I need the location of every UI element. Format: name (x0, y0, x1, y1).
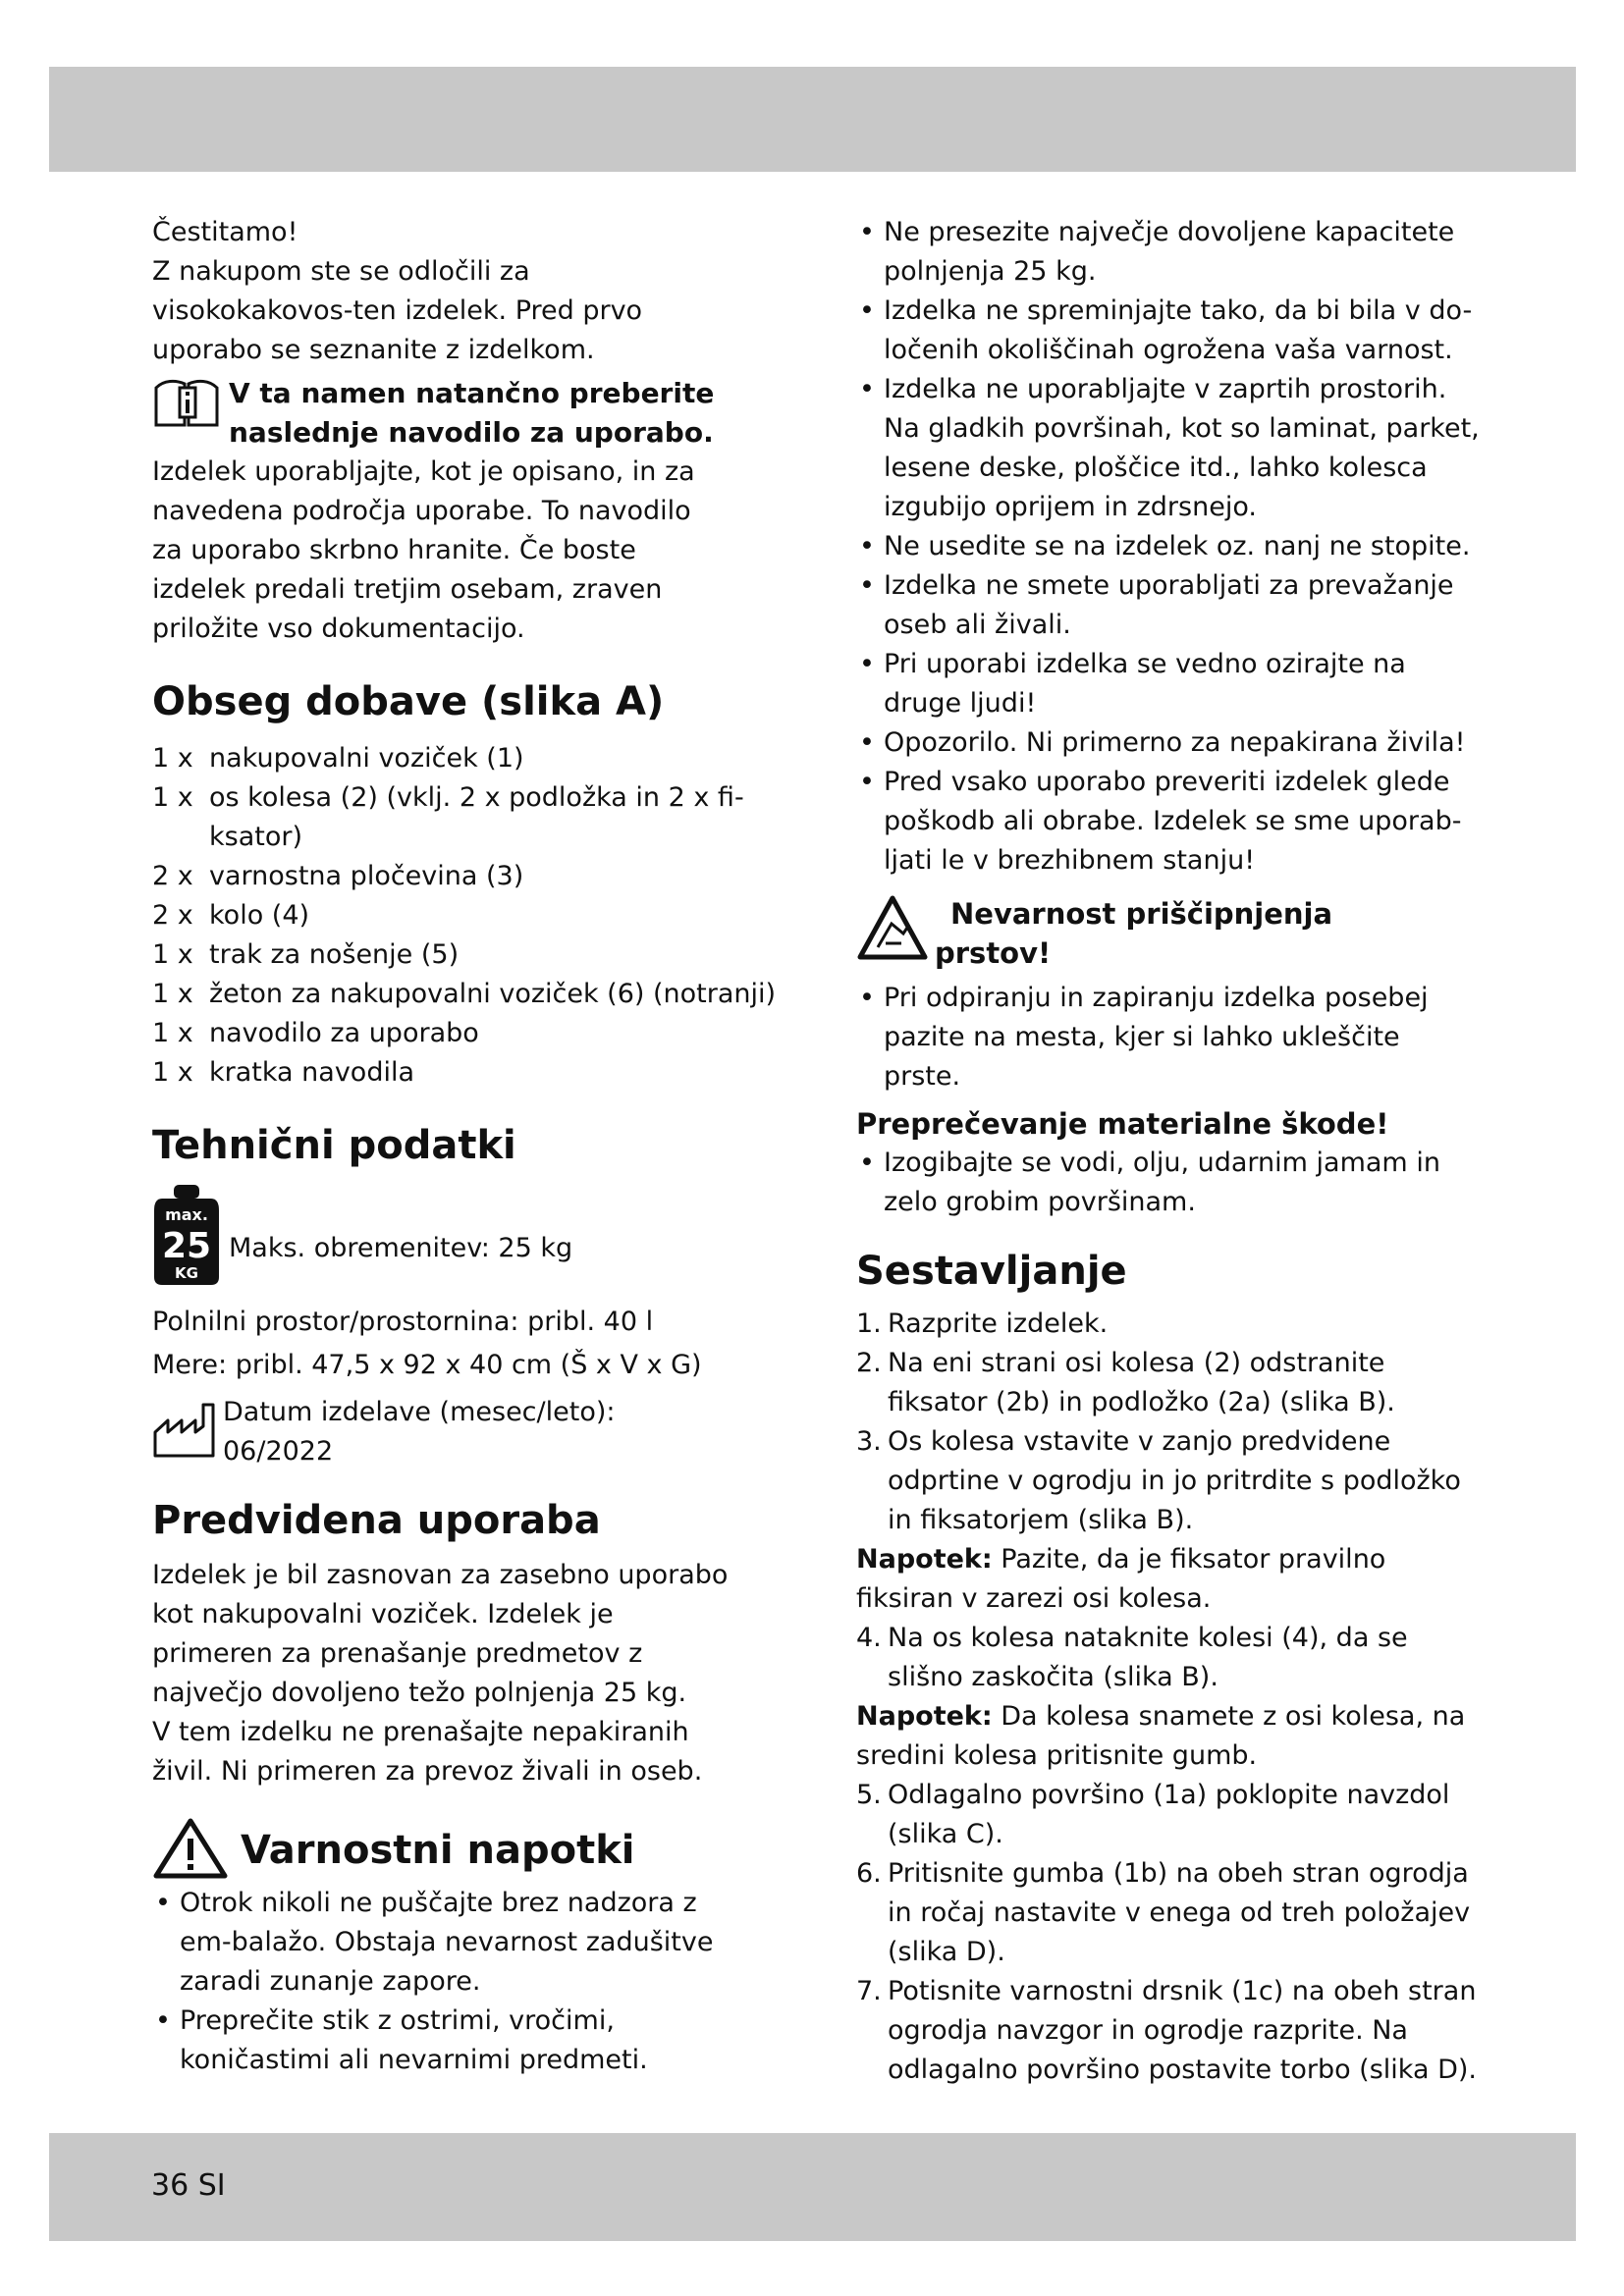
intro-paragraph-2: Izdelek uporabljajte, kot je opisano, in za navedena področja uporabe. To navodilo za uporabo skrbno hranite. Če boste izdelek predali tretjim osebam, zraven priložite vso dokumentacijo. (152, 456, 695, 644)
scope-item (152, 896, 781, 935)
safety-bullet: • Otrok nikoli ne puščajte brez nadzora z em-balažo. Obstaja nevarnost zadušitve zaradi zunanje zapore. (152, 1884, 751, 2002)
step-number: 4. (856, 1623, 882, 1653)
safety-bullet: • Pri uporabi izdelka se vedno ozirajte na druge ljudi! (856, 645, 1485, 723)
scope-text: žeton za nakupovalni voziček (6) (notranji) (209, 979, 777, 1009)
scope-qty: 2 x (152, 900, 193, 931)
safety-bullet: • Izdelka ne smete uporabljati za prevažanje oseb ali živali. (856, 566, 1485, 645)
max-load-row (152, 1183, 781, 1291)
safety-bullet: • Izdelka ne uporabljajte v zaprtih prostorih. Na gladkih površinah, kot so laminat, parket, lesene deske, ploščice itd., lahko kolesca izgubijo oprijem in zdrsnejo. (856, 370, 1485, 527)
safety-bullet: • Ne usedite se na izdelek oz. nanj ne stopite. (856, 527, 1485, 566)
scope-item (152, 778, 781, 857)
factory-date-icon (152, 1401, 223, 1464)
manufacture-date: 06/2022 (223, 1436, 334, 1467)
scope-qty: 2 x (152, 861, 193, 891)
safety-continued-list (856, 213, 1485, 881)
step-number: 2. (856, 1348, 882, 1378)
scope-text: trak za nošenje (5) (209, 939, 460, 970)
manufacture-text (223, 1393, 615, 1471)
info-note (152, 374, 781, 453)
intended-title: Predvidena uporaba (152, 1498, 601, 1543)
scope-item (152, 1053, 781, 1093)
damage-list (856, 1144, 1485, 1222)
manufacture-label: Datum izdelave (mesec/leto): (223, 1397, 616, 1427)
note-2-label: Napotek: (856, 1701, 993, 1732)
header-bar (49, 67, 1576, 172)
left-column (152, 213, 781, 2080)
assembly-steps-2 (856, 1619, 1485, 1697)
assembly-step (856, 1854, 1485, 1972)
scope-text: kratka navodila (209, 1057, 414, 1088)
tech-title: Tehnični podatki (152, 1123, 516, 1168)
assembly-steps-1 (856, 1305, 1485, 1540)
scope-qty: 1 x (152, 979, 193, 1009)
scope-list (152, 739, 781, 1093)
scope-qty: 1 x (152, 1018, 193, 1048)
assembly-step (856, 1344, 1485, 1422)
pinch-bullet: • Pri odpiranju in zapiranju izdelka posebej pazite na mesta, kjer si lahko ukleščite prste. (856, 979, 1485, 1096)
assembly-step (856, 1422, 1485, 1540)
step-number: 5. (856, 1780, 882, 1810)
pinch-list (856, 979, 1485, 1096)
intended-paragraph-2: V tem izdelku ne prenašajte nepakiranih živil. Ni primeren za prevoz živali in oseb. (152, 1717, 703, 1787)
step-text: Na eni strani osi kolesa (2) odstranite fiksator (2b) in podložko (2a) (slika B). (888, 1348, 1395, 1417)
assembly-step (856, 1972, 1485, 2090)
scope-qty: 1 x (152, 782, 193, 813)
scope-item (152, 1014, 781, 1053)
dimensions: Mere: pribl. 47,5 x 92 x 40 cm (Š x V x G) (152, 1350, 702, 1380)
footer-bar (49, 2133, 1576, 2241)
scope-item (152, 935, 781, 975)
intended-paragraph-1: Izdelek je bil zasnovan za zasebno uporabo kot nakupovalni voziček. Izdelek je primeren za prenašanje predmetov z največjo dovoljeno težo polnjenja 25 kg. (152, 1560, 729, 1708)
max-load: Maks. obremenitev: 25 kg (229, 1233, 573, 1263)
step-number: 1. (856, 1308, 882, 1339)
scope-item (152, 975, 781, 1014)
safety-list (152, 1884, 751, 2080)
assembly-note-1 (856, 1540, 1485, 1619)
warning-icon (152, 1817, 241, 1884)
step-text: Razprite izdelek. (888, 1308, 1109, 1339)
assembly-steps-3 (856, 1776, 1485, 2090)
step-number: 3. (856, 1426, 882, 1457)
step-text: Potisnite varnostni drsnik (1c) na obeh stran ogrodja navzgor in ogrodje razprite. Na odlagalno površino postavite torbo (slika D). (888, 1976, 1477, 2085)
step-number: 6. (856, 1858, 882, 1889)
scope-text: os kolesa (2) (vklj. 2 x podložka in 2 x fi-ksator) (209, 782, 744, 852)
step-text: Odlagalno površino (1a) poklopite navzdol (slika C). (888, 1780, 1450, 1849)
step-number: 7. (856, 1976, 882, 2006)
scope-text: varnostna pločevina (3) (209, 861, 524, 891)
step-text: Os kolesa vstavite v zanjo predvidene odprtine v ogrodju in jo pritrdite s podložko in fiksatorjem (slika B). (888, 1426, 1461, 1535)
scope-text: kolo (4) (209, 900, 310, 931)
scope-qty: 1 x (152, 939, 193, 970)
safety-heading (152, 1817, 781, 1884)
manufacture-row (152, 1393, 781, 1471)
scope-text: nakupovalni voziček (1) (209, 743, 524, 774)
assembly-step (856, 1619, 1485, 1697)
pinch-title-line1: Nevarnost priščipnjenja (950, 897, 1333, 931)
weight-icon-value: 25 (161, 1226, 212, 1266)
book-info-icon (152, 374, 229, 435)
note-1-text: Pazite, da je fiksator pravilno fiksiran v zarezi osi kolesa. (856, 1544, 1386, 1614)
assembly-title: Sestavljanje (856, 1249, 1127, 1294)
intro-paragraph: Z nakupom ste se odločili za visokokakovos-ten izdelek. Pred prvo uporabo se seznanite z izdelkom. (152, 256, 643, 365)
scope-text: navodilo za uporabo (209, 1018, 479, 1048)
safety-bullet: • Preprečite stik z ostrimi, vročimi, koničastimi ali nevarnimi predmeti. (152, 2002, 751, 2080)
scope-title: Obseg dobave (slika A) (152, 679, 665, 724)
pinch-title-line2: prstov! (935, 936, 1052, 970)
safety-title: Varnostni napotki (241, 1828, 635, 1873)
pinch-heading (856, 894, 1485, 973)
right-column (856, 213, 1485, 2090)
assembly-step (856, 1776, 1485, 1854)
damage-bullet: • Izogibajte se vodi, olju, udarnim jamam in zelo grobim površinam. (856, 1144, 1485, 1222)
weight-icon-unit: KG (175, 1264, 198, 1282)
scope-qty: 1 x (152, 1057, 193, 1088)
assembly-note-2 (856, 1697, 1485, 1776)
weight-icon (152, 1183, 229, 1291)
pinch-warning-icon (856, 894, 935, 967)
step-text: Na os kolesa nataknite kolesi (4), da se slišno zaskočita (slika B). (888, 1623, 1408, 1692)
note-1-label: Napotek: (856, 1544, 993, 1575)
page-number: 36 SI (151, 2168, 226, 2203)
scope-item (152, 857, 781, 896)
damage-title: Preprečevanje materialne škode! (856, 1107, 1389, 1141)
safety-bullet: • Izdelka ne spreminjajte tako, da bi bila v do-ločenih okoliščinah ogrožena vaša varnost. (856, 292, 1485, 370)
safety-bullet: • Ne presezite največje dovoljene kapacitete polnjenja 25 kg. (856, 213, 1485, 292)
info-heading: V ta namen natančno preberite naslednje navodilo za uporabo. (229, 377, 715, 449)
pinch-title (935, 894, 1332, 973)
scope-item (152, 739, 781, 778)
volume: Polnilni prostor/prostornina: pribl. 40 l (152, 1307, 654, 1337)
safety-bullet: • Pred vsako uporabo preveriti izdelek glede poškodb ali obrabe. Izdelek se sme uporab-ljati le v brezhibnem stanju! (856, 763, 1485, 881)
safety-bullet: • Opozorilo. Ni primerno za nepakirana živila! (856, 723, 1485, 763)
scope-qty: 1 x (152, 743, 193, 774)
assembly-step (856, 1305, 1485, 1344)
weight-icon-top: max. (165, 1205, 208, 1224)
greeting: Čestitamo! (152, 217, 298, 247)
step-text: Pritisnite gumba (1b) na obeh stran ogrodja in ročaj nastavite v enega od treh položajev (slika D). (888, 1858, 1471, 1967)
note-2-text: Da kolesa snamete z osi kolesa, na sredini kolesa pritisnite gumb. (856, 1701, 1466, 1771)
